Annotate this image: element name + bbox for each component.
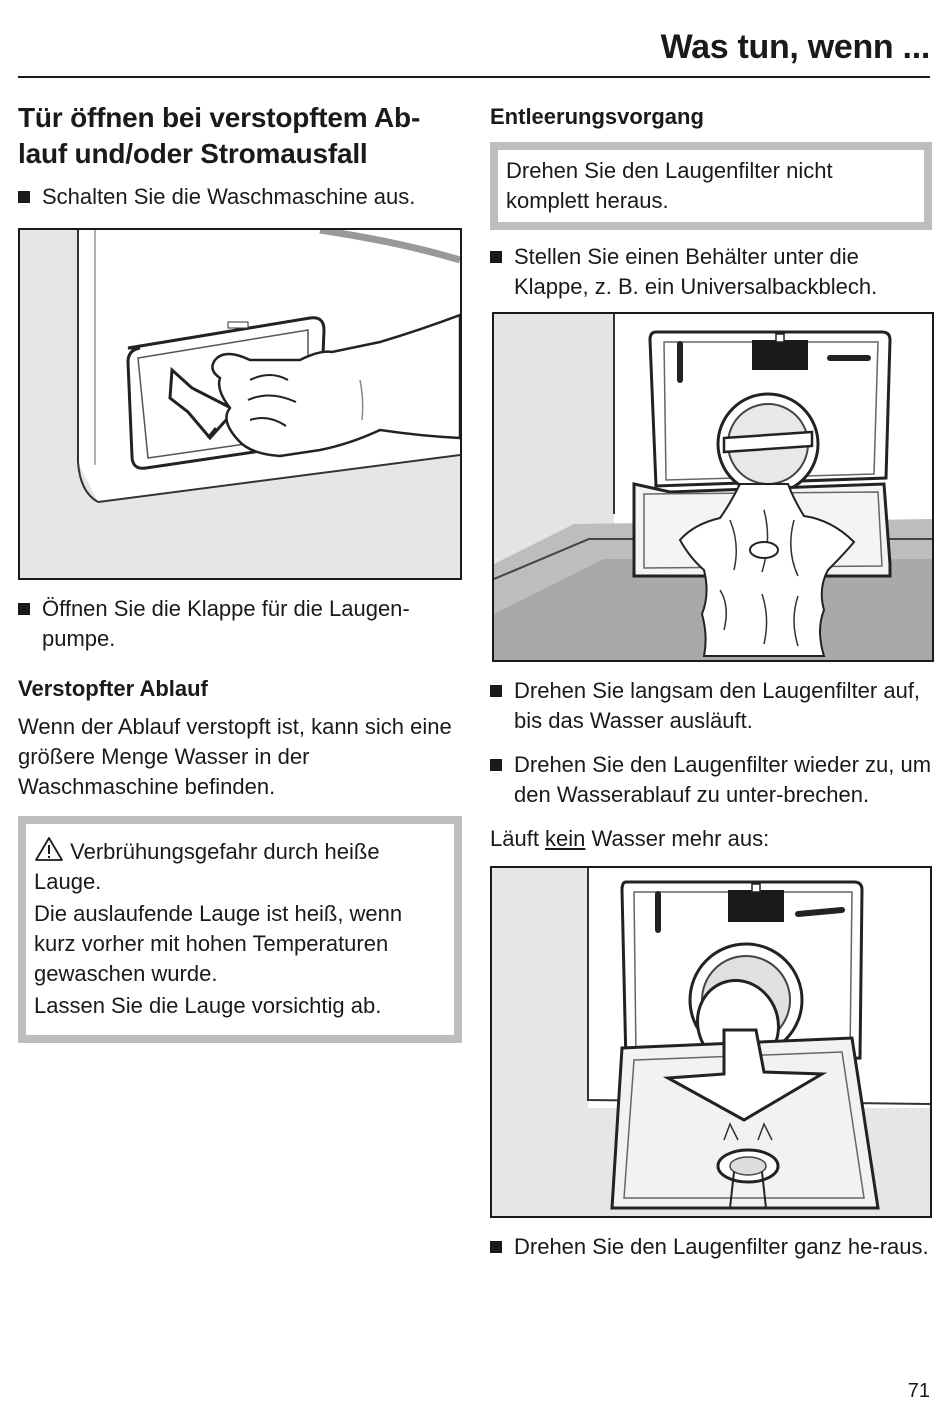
list-item [490, 242, 932, 302]
note-text: Drehen Sie den Laugenfilter nicht komplett heraus. [506, 158, 833, 213]
list-item [18, 594, 482, 654]
left-column [18, 100, 462, 1043]
subheading-entleerungsvorgang: Entleerungsvorgang [490, 104, 704, 129]
paragraph: Wenn der Ablauf verstopft ist, kann sich eine größere Menge Wasser in der Waschmaschine befinden. [18, 714, 452, 799]
bullet-square-icon [490, 1241, 502, 1253]
section-title-line2: lauf und/oder Stromausfall [18, 138, 368, 169]
bullet-square-icon [490, 685, 502, 697]
bullet-square-icon [18, 603, 30, 615]
illustration-filter-removal [490, 866, 932, 1218]
warning-title: Verbrühungsgefahr durch heiße Lauge. [34, 839, 380, 894]
list-item [490, 676, 932, 736]
warning-box [18, 816, 462, 1043]
illustration-open-flap [18, 228, 462, 580]
illustration-water-draining [492, 312, 934, 662]
right-column [490, 100, 932, 1262]
page-number: 71 [907, 1380, 930, 1402]
bullet-text: Öffnen Sie die Klappe für die Laugen-pumpe. [42, 596, 410, 651]
list-item [490, 750, 932, 810]
warning-instruction: Lassen Sie die Lauge vorsichtig ab. [34, 993, 382, 1018]
section-title-line1: Tür öffnen bei verstopftem Ab- [18, 102, 421, 133]
bullet-square-icon [18, 191, 30, 203]
page-header-title: Was tun, wenn ... [660, 28, 930, 66]
header-rule [18, 76, 930, 78]
paragraph-suffix: Wasser mehr aus: [585, 826, 770, 851]
warning-title-line [34, 836, 444, 897]
warning-text: Die auslaufende Lauge ist heiß, wenn kurz vorher mit hohen Temperaturen gewaschen wurde. [34, 901, 403, 986]
bullet-text: Stellen Sie einen Behälter unter die Klappe, z. B. ein Universalbackblech. [514, 244, 878, 299]
paragraph-no-water [490, 824, 932, 854]
list-item [490, 1232, 932, 1262]
bullet-square-icon [490, 251, 502, 263]
bullet-text: Drehen Sie den Laugenfilter wieder zu, um den Wasserablauf zu unter-brechen. [514, 752, 932, 807]
section-title [18, 100, 462, 172]
note-box [490, 142, 932, 230]
bullet-square-icon [490, 759, 502, 771]
paragraph-prefix: Läuft [490, 826, 546, 851]
underlined-word: kein [545, 826, 586, 851]
bullet-text: Schalten Sie die Waschmaschine aus. [42, 184, 416, 209]
bullet-text: Drehen Sie langsam den Laugenfilter auf, bis das Wasser ausläuft. [514, 678, 921, 733]
list-item [18, 182, 442, 212]
bullet-text: Drehen Sie den Laugenfilter ganz he-raus. [514, 1234, 929, 1259]
warning-triangle-icon [34, 836, 64, 862]
subheading-verstopfter-ablauf: Verstopfter Ablauf [18, 676, 208, 701]
